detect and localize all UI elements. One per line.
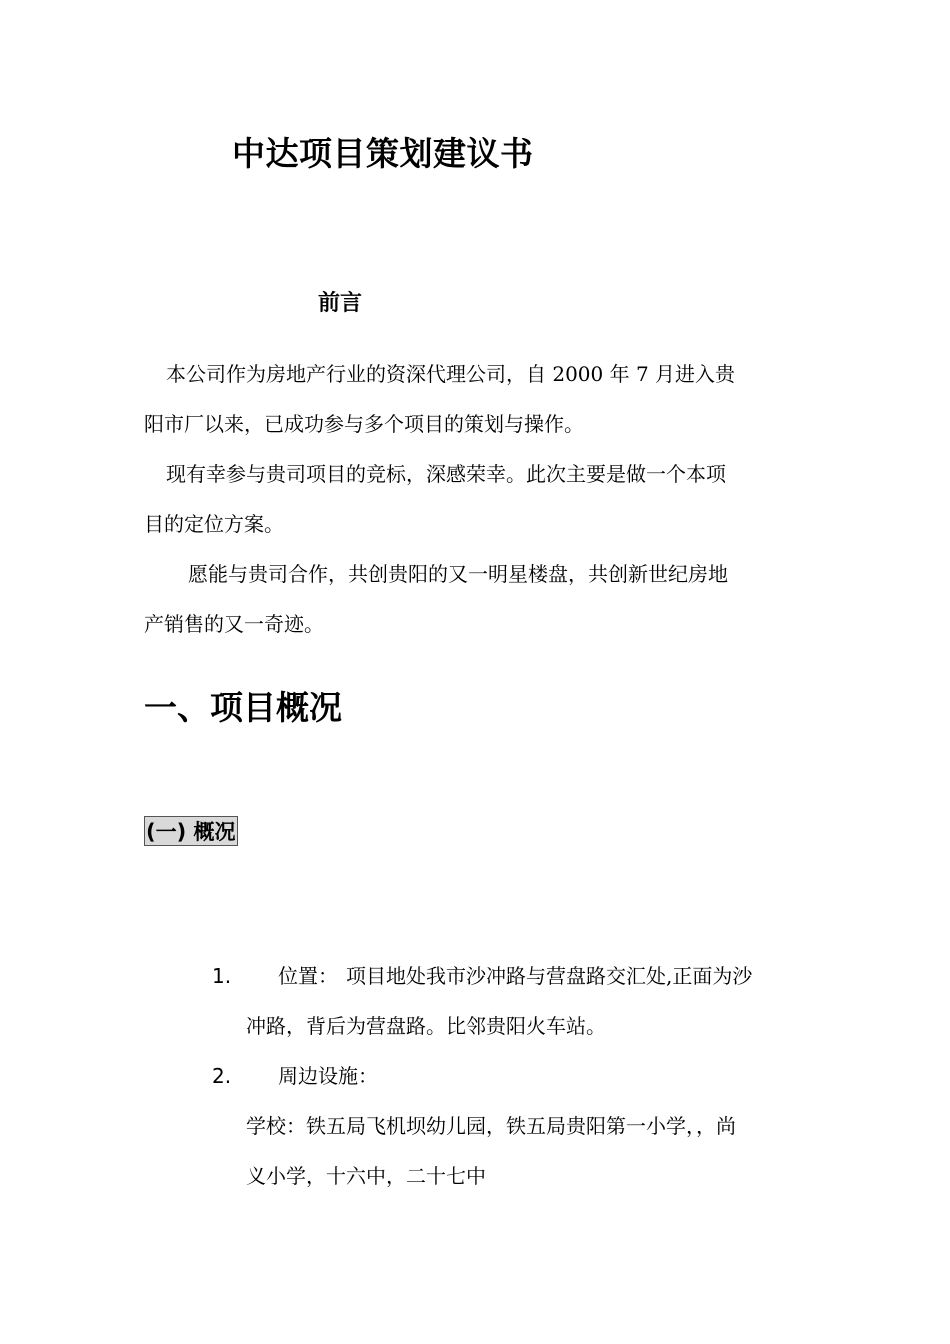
subsection-heading: (一) 概况 <box>144 816 238 846</box>
list-item-1-number: 1. <box>212 964 232 988</box>
list-item-2-number: 2. <box>212 1064 232 1088</box>
preface-paragraph-2-line-1: 现有幸参与贵司项目的竞标，深感荣幸。此次主要是做一个本项 <box>166 462 726 486</box>
list-item-1-label: 位置： <box>278 964 338 988</box>
preface-paragraph-3-line-2: 产销售的又一奇迹。 <box>144 612 324 636</box>
list-item-2-line-1: 学校：铁五局飞机坝幼儿园，铁五局贵阳第一小学，，尚 <box>246 1114 736 1138</box>
preface-paragraph-3-line-1: 愿能与贵司合作，共创贵阳的又一明星楼盘，共创新世纪房地 <box>188 562 728 586</box>
list-item-1-line-2: 冲路，背后为营盘路。比邻贵阳火车站。 <box>246 1014 606 1038</box>
preface-paragraph-1-line-1: 本公司作为房地产行业的资深代理公司，自 2000 年 7 月进入贵 <box>166 362 736 386</box>
preface-paragraph-1-line-2: 阳市厂以来，已成功参与多个项目的策划与操作。 <box>144 412 584 436</box>
preface-paragraph-2-line-2: 目的定位方案。 <box>144 512 284 536</box>
list-item-2-label: 周边设施： <box>278 1064 378 1088</box>
section-heading: 一、项目概况 <box>144 688 342 727</box>
list-item-1-line-1: 项目地处我市沙冲路与营盘路交汇处,正面为沙 <box>346 964 753 988</box>
list-item-2-line-2: 义小学，十六中，二十七中 <box>246 1164 486 1188</box>
preface-heading: 前言 <box>318 291 363 316</box>
document-title: 中达项目策划建议书 <box>232 134 534 173</box>
